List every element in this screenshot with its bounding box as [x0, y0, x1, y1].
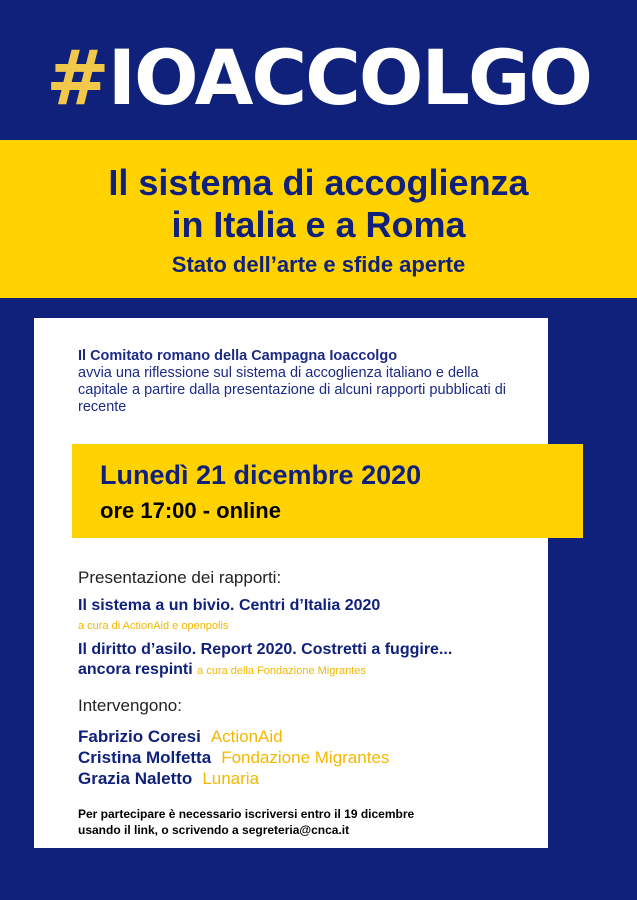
reports-heading: Presentazione dei rapporti:: [78, 568, 282, 587]
registration-line-1: Per partecipare è necessario iscriversi entro il 19 dicembre: [78, 807, 415, 821]
intro-text: [78, 348, 518, 416]
date-band: [72, 444, 583, 538]
speakers-list: [78, 726, 389, 789]
registration-note: [78, 806, 538, 838]
hash-symbol: #: [46, 33, 108, 122]
report-title: Il sistema a un bivio. Centri d’Italia 2020: [78, 597, 381, 614]
report-title: Il diritto d’asilo. Report 2020. Costretti a fuggire...: [78, 641, 453, 658]
report-title-cont: ancora respinti: [78, 661, 193, 678]
speaker-row: [78, 768, 389, 789]
speaker-row: [78, 747, 389, 768]
speaker-org: Lunaria: [202, 769, 260, 788]
event-date: Lunedì 21 dicembre 2020: [100, 460, 422, 490]
intro-body: avvia una riflessione sul sistema di accoglienza italiano e della capitale a partire dalla presentazione di alcuni rapporti pubblicati di recente: [78, 365, 507, 415]
title-line-2: in Italia e a Roma: [171, 204, 466, 245]
speaker-org: ActionAid: [210, 727, 283, 746]
speaker-row: [78, 726, 389, 747]
speakers-heading: Intervengono:: [78, 696, 182, 715]
subtitle: Stato dell’arte e sfide aperte: [171, 252, 466, 277]
report-item: [78, 640, 452, 681]
registration-line-2: usando il link, o scrivendo a segreteria@cnca.it: [78, 823, 350, 837]
speaker-name: Cristina Molfetta: [78, 748, 212, 767]
title-banner: [0, 140, 637, 298]
campaign-hashtag-logo: [0, 28, 637, 128]
report-credit: a cura di ActionAid e openpolis: [78, 620, 229, 632]
speaker-name: Grazia Naletto: [78, 769, 193, 788]
speaker-name: Fabrizio Coresi: [78, 727, 201, 746]
report-item: [78, 596, 380, 636]
intro-lead: Il Comitato romano della Campagna Ioaccolgo: [78, 348, 398, 364]
speaker-org: Fondazione Migrantes: [221, 748, 390, 767]
event-time: ore 17:00 - online: [100, 498, 281, 523]
title-line-1: Il sistema di accoglienza: [108, 162, 529, 203]
report-credit: a cura della Fondazione Migrantes: [197, 665, 366, 677]
hashtag-text: IOACCOLGO: [107, 33, 591, 122]
